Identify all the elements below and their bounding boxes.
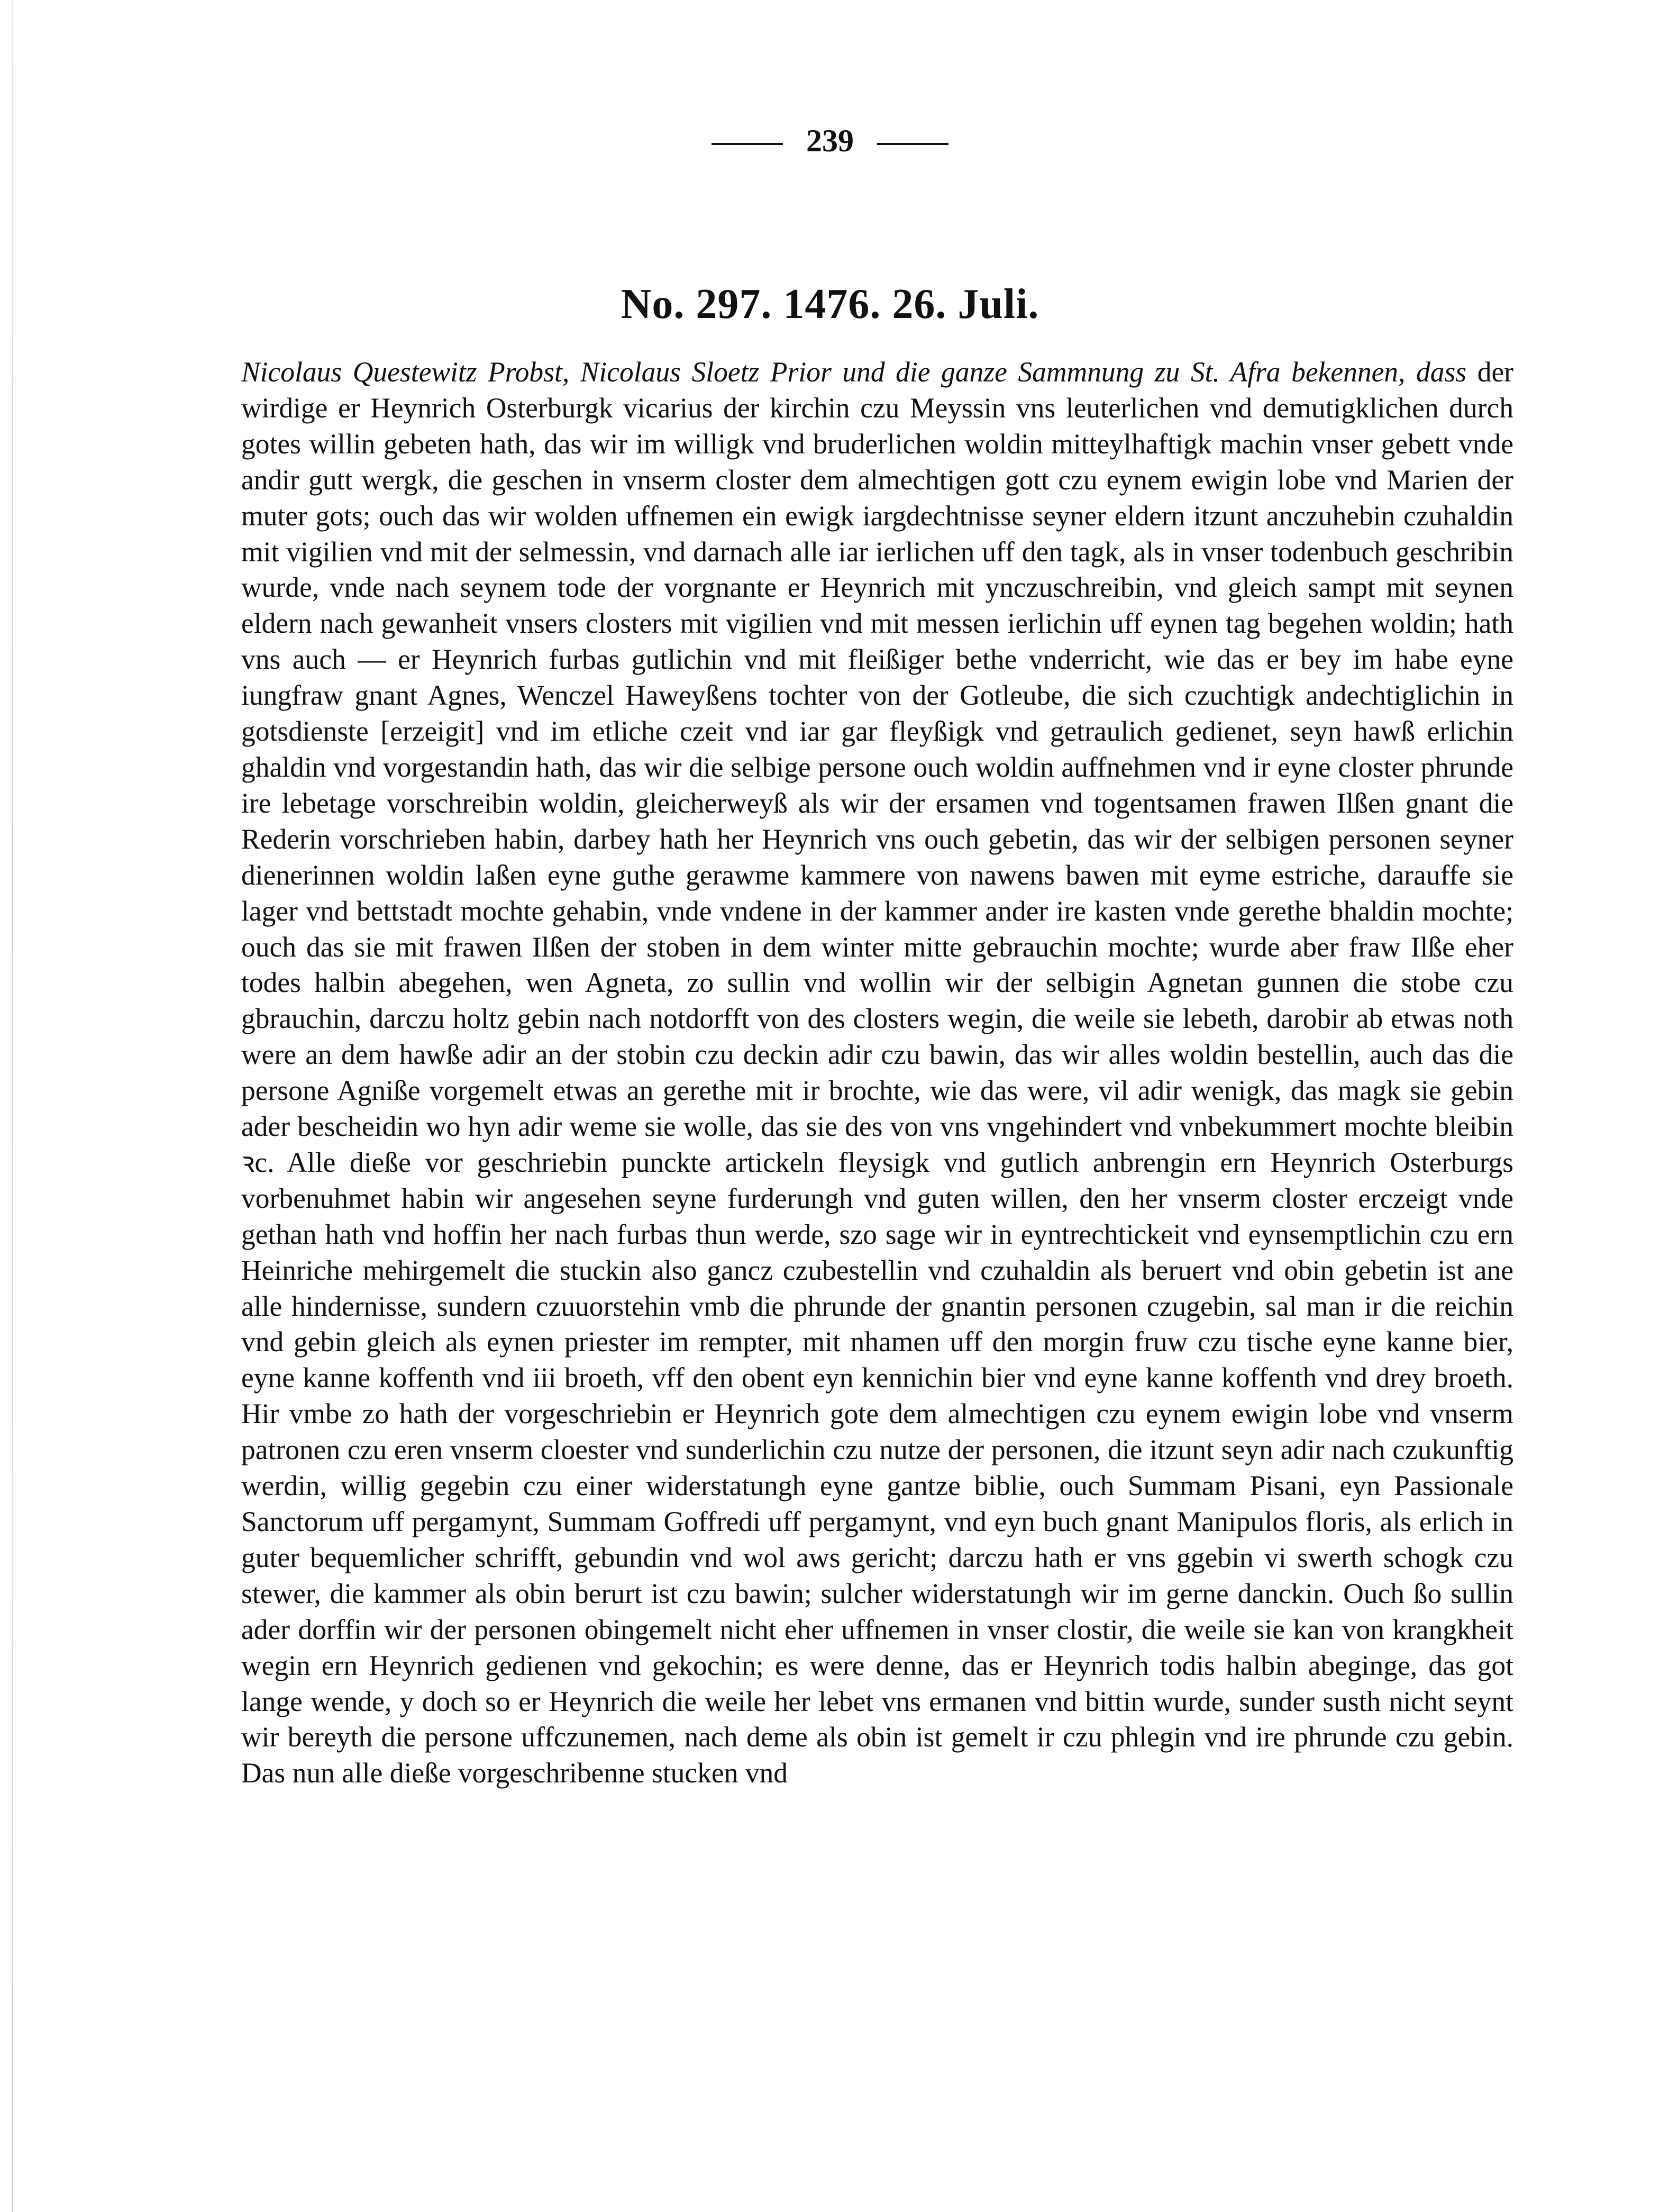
page-header bbox=[0, 123, 1660, 159]
document-title: No. 297. 1476. 26. Juli. bbox=[621, 281, 1039, 327]
header-rule-left bbox=[712, 143, 783, 145]
document-body bbox=[241, 354, 1513, 1791]
summary-italic: Nicolaus Questewitz Probst, Nicolaus Sloetz Prior und die ganze Sammnung zu St. Afra bekennen, dass bbox=[241, 356, 1467, 388]
body-text: der wirdige er Heynrich Osterburgk vicarius der kirchin czu Meyssin vns leuterlichen vnd demutigklichen durch gotes willin gebeten hath, das wir im willigk vnd bruderlichen woldin mitteylhaftigk machin vnser gebett vnde andir gutt wergk, die geschen in vnserm closter dem almechtigen gott czu eynem ewigin lobe vnd Marien der muter gots; ouch das wir wolden uffnemen ein ewigk iargdechtnisse seyner eldern itzunt anczuhebin czuhaldin mit vigilien vnd mit der selmessin, vnd darnach alle iar ierlichen uff den tagk, als in vnser todenbuch geschribin wurde, vnde nach seynem tode der vorgnante er Heynrich mit ynczuschreibin, vnd gleich sampt mit seynen eldern nach gewanheit vnsers closters mit vigilien vnd mit messen ierlichin uff eynen tag begehen woldin; hath vns auch — er Heynrich furbas gutlichin vnd mit fleißiger bethe vnderricht, wie das er bey im habe eyne iungfraw gnant Agnes, Wenczel Haweyßens tochter von der Gotleube, die sich czuchtigk andechtiglichin in gotsdienste [erzeigit] vnd im etliche czeit vnd iar gar fleyßigk vnd getraulich gedienet, seyn hawß erlichin ghaldin vnd vorgestandin hath, das wir die selbige persone ouch woldin auffnehmen vnd ir eyne closter phrunde ire lebetage vorschreibin woldin, gleicherweyß als wir der ersamen vnd togentsamen frawen Ilßen gnant die Rederin vorschrieben habin, darbey hath her Heynrich vns ouch gebetin, das wir der selbigen personen seyner dienerinnen woldin laßen eyne guthe gerawme kammere von nawens bawen mit eyme estriche, darauffe sie lager vnd bettstadt mochte gehabin, vnde vndene in der kammer ander ire kasten vnde gerethe bhaldin mochte; ouch das sie mit frawen Ilßen der stoben in dem winter mitte gebrauchin mochte; wurde aber fraw Ilße eher todes halbin abegehen, wen Agneta, zo sullin vnd wollin wir der selbigin Agnetan gunnen die stobe czu gbrauchin, darczu holtz gebin nach notdorfft von des closters wegin, die weile sie lebeth, darobir ab etwas noth were an dem hawße adir an der stobin czu deckin adir czu bawin, das wir alles woldin bestellin, auch das die persone Agniße vorgemelt etwas an gerethe mit ir brochte, wie das were, vil adir wenigk, das magk sie gebin ader bescheidin wo hyn adir weme sie wolle, das sie des von vns vngehindert vnd vnbekummert mochte bleibin ꝛc. Alle dieße vor geschriebin punckte artickeln fleysigk vnd gutlich anbrengin ern Heynrich Osterburgs vorbenuhmet habin wir angesehen seyne furderungh vnd guten willen, den her vnserm closter erczeigt vnde gethan hath vnd hoffin her nach furbas thun werde, szo sage wir in eyntrechtickeit vnd eynsemptlichin czu ern Heinriche mehirgemelt die stuckin also gancz czubestellin vnd czuhaldin als beruert vnd obin gebetin ist ane alle hindernisse, sundern czuuorstehin vmb die phrunde der gnantin personen czugebin, sal man ir die reichin vnd gebin gleich als eynen priester im rempter, mit nhamen uff den morgin fruw czu tische eyne kanne bier, eyne kanne koffenth vnd iii broeth, vff den obent eyn kennichin bier vnd eyne kanne koffenth vnd drey broeth. Hir vmbe zo hath der vorgeschriebin er Heynrich gote dem almechtigen czu eynem ewigin lobe vnd vnserm patronen czu eren vnserm cloester vnd sunderlichin czu nutze der personen, die itzunt seyn adir nach czukunftig werdin, willig gegebin czu einer widerstatungh eyne gantze biblie, ouch Summam Pisani, eyn Passionale Sanctorum uff pergamynt, Summam Goffredi uff pergamynt, vnd eyn buch gnant Manipulos floris, als erlich in guter bequemlicher schrifft, gebundin vnd wol aws gericht; darczu hath er vns ggebin vi swerth schogk czu stewer, die kammer als obin berurt ist czu bawin; sulcher widerstatungh wir im gerne danckin. Ouch ßo sullin ader dorffin wir der personen obingemelt nicht eher uffnemen in vnser clostir, die weile sie kan von krangkheit wegin ern Heynrich gedienen vnd gekochin; es were denne, das er Heynrich todis halbin abeginge, das got lange wende, y doch so er Heynrich die weile her lebet vns ermanen vnd bittin wurde, sunder susth nicht seynt wir bereyth die persone uffczunemen, nach deme als obin ist gemelt ir czu phlegin vnd ire phrunde czu gebin. Das nun alle dieße vorgeschribenne stucken vnd bbox=[241, 356, 1514, 1789]
page-number: 239 bbox=[806, 123, 854, 158]
document-paragraph bbox=[241, 354, 1513, 1791]
header-rule-right bbox=[877, 143, 948, 145]
scan-edge-shadow bbox=[12, 0, 13, 2212]
